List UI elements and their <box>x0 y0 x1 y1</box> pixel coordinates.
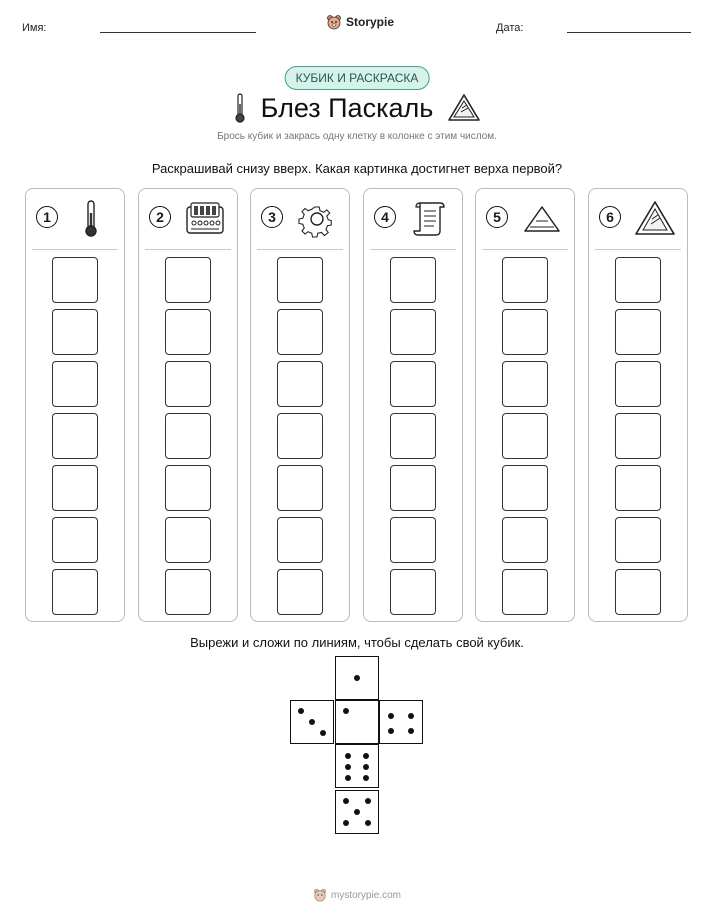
color-cell[interactable] <box>277 465 323 511</box>
color-cell[interactable] <box>390 309 436 355</box>
warning-triangle-icon <box>447 93 481 123</box>
column-5 <box>475 188 575 622</box>
gear-icon <box>295 199 339 239</box>
color-cell[interactable] <box>165 361 211 407</box>
color-cell[interactable] <box>615 413 661 459</box>
color-cell[interactable] <box>502 569 548 615</box>
color-cell[interactable] <box>390 361 436 407</box>
warning-triangle-icon <box>633 199 677 239</box>
name-line[interactable] <box>100 32 256 33</box>
title-row <box>0 92 714 124</box>
color-cell[interactable] <box>502 257 548 303</box>
color-cell[interactable] <box>165 517 211 563</box>
color-cell[interactable] <box>390 413 436 459</box>
color-cell[interactable] <box>52 309 98 355</box>
calculator-machine-icon <box>183 199 227 239</box>
die-face-4 <box>379 700 423 744</box>
color-cell[interactable] <box>502 413 548 459</box>
instruction: Раскрашивай снизу вверх. Какая картинка достигнет верха первой? <box>151 161 563 176</box>
color-cell[interactable] <box>390 517 436 563</box>
footer <box>0 888 714 902</box>
color-cell[interactable] <box>52 413 98 459</box>
bear-mascot-icon <box>326 14 342 30</box>
color-cell[interactable] <box>615 361 661 407</box>
color-cell[interactable] <box>277 309 323 355</box>
color-cell[interactable] <box>390 257 436 303</box>
column-6 <box>588 188 688 622</box>
color-cell[interactable] <box>52 257 98 303</box>
color-cell[interactable] <box>277 517 323 563</box>
color-cell[interactable] <box>502 361 548 407</box>
color-cell[interactable] <box>52 517 98 563</box>
color-cell[interactable] <box>615 517 661 563</box>
scroll-icon <box>408 199 452 239</box>
page-title: Блез Паскаль <box>260 92 434 123</box>
color-cell[interactable] <box>277 413 323 459</box>
thermometer-icon <box>70 199 114 239</box>
footer-url[interactable]: mystorypie.com <box>330 889 401 901</box>
activity-tag: КУБИК И РАСКРАСКА <box>285 66 430 90</box>
color-cell[interactable] <box>165 257 211 303</box>
color-cell[interactable] <box>165 413 211 459</box>
thermometer-icon <box>233 92 247 124</box>
color-cell[interactable] <box>165 465 211 511</box>
color-cell[interactable] <box>390 569 436 615</box>
column-number: 4 <box>374 206 396 228</box>
date-line[interactable] <box>567 32 691 33</box>
die-face-3 <box>290 700 334 744</box>
column-3 <box>250 188 350 622</box>
color-cell[interactable] <box>277 257 323 303</box>
subtitle: Брось кубик и закрась одну клетку в колонке с этим числом. <box>217 131 497 142</box>
color-cell[interactable] <box>277 361 323 407</box>
color-cell[interactable] <box>390 465 436 511</box>
column-number: 5 <box>486 206 508 228</box>
color-cell[interactable] <box>277 569 323 615</box>
color-cell[interactable] <box>615 465 661 511</box>
color-cell[interactable] <box>165 309 211 355</box>
die-face-1 <box>335 700 379 744</box>
column-number: 1 <box>36 206 58 228</box>
color-cell[interactable] <box>615 309 661 355</box>
color-cell[interactable] <box>502 309 548 355</box>
color-cell[interactable] <box>615 257 661 303</box>
brand-name: Storypie <box>346 15 395 29</box>
color-cell[interactable] <box>165 569 211 615</box>
die-face-5 <box>335 790 379 834</box>
color-cell[interactable] <box>502 517 548 563</box>
column-number: 6 <box>599 206 621 228</box>
color-cell[interactable] <box>502 465 548 511</box>
cut-instruction: Вырежи и сложи по линиям, чтобы сделать свой кубик. <box>190 635 524 650</box>
color-cell[interactable] <box>52 361 98 407</box>
name-label: Имя: <box>22 22 47 34</box>
column-1 <box>25 188 125 622</box>
bear-mascot-icon <box>313 888 327 902</box>
color-cell[interactable] <box>52 465 98 511</box>
die-face-1 <box>335 656 379 700</box>
column-4 <box>363 188 463 622</box>
column-number: 2 <box>149 206 171 228</box>
die-face-6 <box>335 744 379 788</box>
color-cell[interactable] <box>52 569 98 615</box>
column-number: 3 <box>261 206 283 228</box>
column-2 <box>138 188 238 622</box>
color-cell[interactable] <box>615 569 661 615</box>
triangle-icon <box>520 199 564 239</box>
brand-logo <box>326 14 394 30</box>
date-label: Дата: <box>496 22 524 34</box>
dice-net <box>290 656 424 834</box>
